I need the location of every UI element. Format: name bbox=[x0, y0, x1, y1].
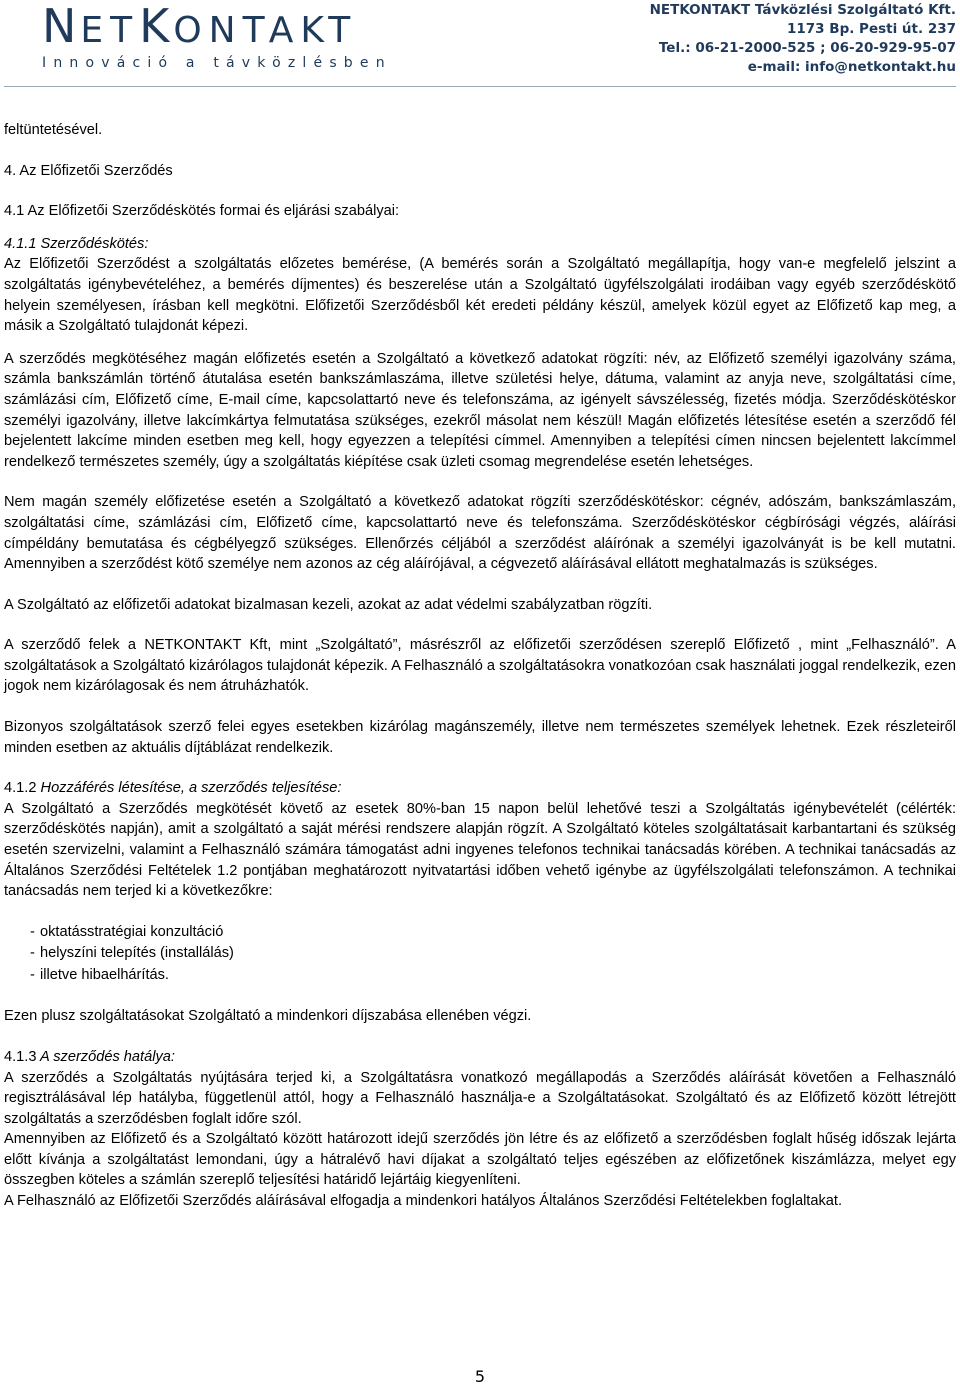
page-number: 5 bbox=[474, 1367, 486, 1386]
subsection-title-4-1: 4.1 Az Előfizetői Szerződéskötés formai és eljárási szabályai: bbox=[4, 203, 400, 220]
page-header bbox=[0, 0, 960, 86]
logo-tagline: Innováció a távközlésben bbox=[42, 55, 392, 71]
exclusion-list bbox=[4, 922, 956, 987]
company-phone: Tel.: 06-21-2000-525 ; 06-20-929-95-07 bbox=[658, 40, 956, 56]
list-item: - illetve hibaelhárítás. bbox=[4, 965, 956, 987]
header-divider bbox=[4, 86, 956, 87]
netkontakt-logo bbox=[42, 0, 392, 71]
paragraph: A szerződés megkötéséhez magán előfizetés esetén a Szolgáltató a következő adatokat rögzíti: név, az Előfizető személyi igazolvány száma, számla bankszámlán történő átutalása esetén bankszámlaszáma, illetve születési helye, dátuma, valamint az anyja neve, szolgáltatási címe, számlázási cím, Előfizető címe, E-mail címe, kapcsolattartó neve és telefonszáma, az igényelt sávszélesség, fizetés módja. Szerződéskötéskor személyi igazolvány, illetve lakcímkártya felmutatása szükséges, ezekről másolat nem készül! Magán előfizetés létesítése esetén a szerződő fél bejelentett lakcíme minden esetben meg kell, hogy egyezzen a telepítési címmel. Amennyiben a telepítési címen nincsen bejelentett lakcímmel rendelkező természetes személy, úgy a szolgáltatás kiépítése csak üzleti csomag megrendelése esetén lehetséges. bbox=[4, 350, 956, 470]
paragraph: Bizonyos szolgáltatások szerző felei egyes esetekben kizárólag magánszemély, illetve nem természetes személyek lehetnek. Ezek részleteiről minden esetben az aktuális díjtáblázat rendelkezik. bbox=[4, 719, 956, 756]
continuation-text: feltüntetésével. bbox=[4, 122, 103, 138]
paragraph: Nem magán személy előfizetése esetén a Szolgáltató a következő adatokat rögzíti szerződéskötéskor: cégnév, adószám, bankszámlaszám, szolgáltatási címe, számlázási cím, Előfizető címe, kapcsolattartó neve és telefonszáma. Szerződéskötéskor cégbírósági végzés, aláírási címpéldány bemutatása és cégbélyegző szükséges. Ellenőrzés céljából a szerződést aláírónak a személyi igazolványát is be kell mutatni. Amennyiben a szerződést kötő személye nem azonos az cég aláírójával, a cégvezető aláírásával ellátott meghatalmazás is szükséges. bbox=[4, 494, 956, 573]
company-name: NETKONTAKT Távközlési Szolgáltató Kft. bbox=[649, 2, 956, 18]
paragraph: A szerződő felek a NETKONTAKT Kft, mint „Szolgáltató”, másrészről az előfizetői szerződésen szereplő Előfizető , mint „Felhasználó”. A szolgáltatások a Szolgáltató kizárólagos tulajdonát képezik. A Felhasználó a szolgáltatásokra vonatkozóan csak használati joggal rendelkezik, ezen jogok nem kizárólagosak és nem átruházhatók. bbox=[4, 637, 956, 695]
subsection-title-4-1-1: 4.1.1 Szerződéskötés: bbox=[4, 235, 149, 252]
paragraph: Az Előfizetői Szerződést a szolgáltatás előzetes bemérése, (A bemérés során a Szolgáltató megállapítja, hogy van-e megfelelő jelszint a szolgáltatás igénybevételéhez, a bemérés díjmentes) és beszerelése után a Szolgáltató ügyfélszolgálati irodáiban vagy egyéb szerződéskötő helyein személyesen, írásban kell megkötni. Előfizetői Szerződésből két eredeti példány készül, amelyek közül egyet az Előfizető kap meg, a másik a Szolgáltató tulajdonát képezi. bbox=[4, 256, 956, 335]
section-title: 4. Az Előfizetői Szerződés bbox=[4, 162, 173, 179]
company-address: 1173 Bp. Pesti út. 237 bbox=[787, 21, 956, 37]
paragraph: A Szolgáltató a Szerződés megkötését követő az esetek 80%-ban 15 napon belül lehetővé teszi a Szolgáltatás igénybevételét (célérték: szerződéskötés napján), amit a szolgáltató a saját mérési rendszere alapján rögzít. A Szolgáltató köteles szolgáltatásait karbantartani és szükség esetén szervizelni, valamint a Felhasználó számára támogatást adni ingyenes telefonos technikai tanácsadás körében. A technikai tanácsadás az Általános Szerződési Feltételek 1.2 pontjában meghatározott nyitvatartási időben vehető igénybe az ügyfélszolgálati telefonszámon. A technikai tanácsadás nem terjed ki a következőkre: bbox=[4, 800, 956, 900]
company-email: e-mail: info@netkontakt.hu bbox=[747, 59, 956, 75]
company-info bbox=[650, 1, 956, 77]
list-item: - helyszíni telepítés (installálás) bbox=[4, 943, 956, 965]
paragraph: A Felhasználó az Előfizetői Szerződés aláírásával elfogadja a mindenkori hatályos Általános Szerződési Feltételekben foglaltakat. bbox=[4, 1193, 843, 1210]
list-item: - oktatásstratégiai konzultáció bbox=[4, 922, 956, 944]
document-body bbox=[4, 120, 956, 1212]
logo-wordmark: NETKONTAKT bbox=[42, 0, 358, 53]
paragraph: A szerződés a Szolgáltatás nyújtására terjed ki, a Szolgáltatásra vonatkozó megállapodás a Szerződés aláírását követően a Felhasználó regisztrálásával lép hatályba, függetlenül attól, hogy a Felhasználó használja-e a Szolgáltatásokat. Szolgáltató és az Előfizető között létrejött szolgáltatás a szerződésben foglalt időre szól. bbox=[4, 1069, 956, 1127]
paragraph: A Szolgáltató az előfizetői adatokat bizalmasan kezeli, azokat az adat védelmi szabályzatban rögzíti. bbox=[4, 596, 653, 613]
subsection-title-4-1-2: 4.1.2 Hozzáférés létesítése, a szerződés teljesítése: bbox=[4, 780, 342, 797]
paragraph: Amennyiben az Előfizető és a Szolgáltató között határozott idejű szerződés jön létre és az előfizető a szerződésben foglalt hűség időszak lejárta előtt kívánja a szolgáltatást lemondani, úgy a hátralévő havi díjakat a szolgáltató teljes egészében az előfizetőnek kiszámlázza, melyet egy összegben köteles a számlán szereplő teljesítési határidő lejártáig kiegyenlíteni. bbox=[4, 1131, 956, 1189]
paragraph: Ezen plusz szolgáltatásokat Szolgáltató a mindenkori díjszabása ellenében végzi. bbox=[4, 1008, 532, 1025]
subsection-title-4-1-3: 4.1.3 A szerződés hatálya: bbox=[4, 1048, 175, 1065]
